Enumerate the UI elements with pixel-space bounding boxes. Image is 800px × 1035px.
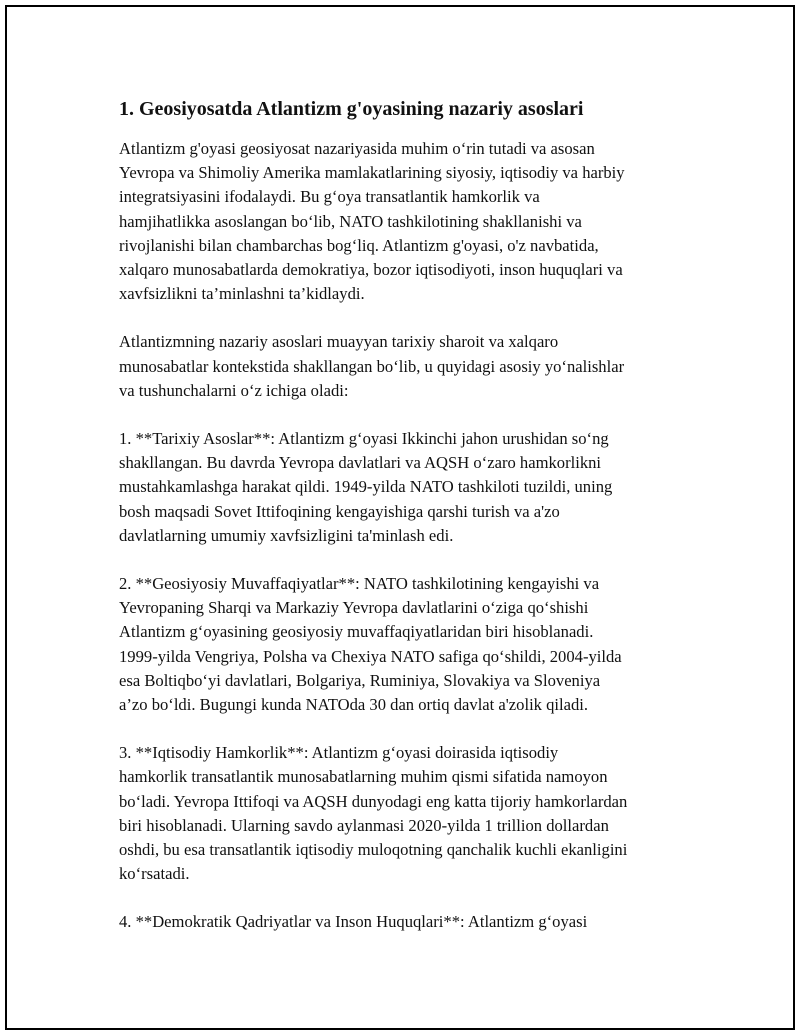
paragraph-geopolitical-successes: [119, 572, 695, 717]
text-line: 4. **Demokratik Qadriyatlar va Inson Huquqlari**: Atlantizm g‘oyasi: [119, 912, 588, 932]
section-heading: 1. Geosiyosatda Atlantizm g'oyasining nazariy asoslari: [119, 98, 584, 120]
text-line: biri hisoblanadi. Ularning savdo aylanmasi 2020-yilda 1 trillion dollardan: [119, 815, 609, 835]
paragraph-intro: [119, 137, 695, 306]
text-line: davlatlarning umumiy xavfsizligini ta'minlash edi.: [119, 525, 454, 545]
text-line: 2. **Geosiyosiy Muvaffaqiyatlar**: NATO tashkilotining kengayishi va: [119, 574, 600, 594]
text-line: va tushunchalarni o‘z ichiga oladi:: [119, 380, 349, 400]
text-line: xavfsizlikni ta’minlashni ta’kidlaydi.: [119, 284, 365, 304]
text-line: xalqaro munosabatlarda demokratiya, bozor iqtisodiyoti, inson huquqlari va: [119, 260, 623, 280]
text-line: ko‘rsatadi.: [119, 864, 190, 884]
text-line: a’zo bo‘ldi. Bugungi kunda NATOda 30 dan ortiq davlat a'zolik qiladi.: [119, 695, 589, 715]
text-line: 1999-yilda Vengriya, Polsha va Chexiya NATO safiga qo‘shildi, 2004-yilda: [119, 646, 622, 666]
text-line: Yevropaning Sharqi va Markaziy Yevropa davlatlarini o‘ziga qo‘shishi: [119, 598, 589, 618]
text-line: hamkorlik transatlantik munosabatlarning muhim qismi sifatida namoyon: [119, 767, 608, 787]
text-line: shakllangan. Bu davrda Yevropa davlatlari va AQSH o‘zaro hamkorlikni: [119, 453, 602, 473]
paragraph-historical-foundations: [119, 427, 695, 548]
text-line: Atlantizm g'oyasi geosiyosat nazariyasida muhim o‘rin tutadi va asosan: [119, 139, 595, 158]
text-line: 1. **Tarixiy Asoslar**: Atlantizm g‘oyasi Ikkinchi jahon urushidan so‘ng: [119, 429, 609, 449]
text-line: mustahkamlashga harakat qildi. 1949-yilda NATO tashkiloti tuzildi, uning: [119, 477, 613, 497]
text-line: hamjihatlikka asoslangan bo‘lib, NATO tashkilotining shakllanishi va: [119, 211, 582, 231]
text-line: bo‘ladi. Yevropa Ittifoqi va AQSH dunyodagi eng katta tijoriy hamkorlardan: [119, 791, 628, 811]
text-line: Atlantizm g‘oyasining geosiyosiy muvaffaqiyatlaridan biri hisoblanadi.: [119, 622, 594, 642]
text-line: integratsiyasini ifodalaydi. Bu g‘oya transatlantik hamkorlik va: [119, 187, 540, 207]
paragraph-democratic-values: [119, 910, 695, 934]
text-line: munosabatlar kontekstida shakllangan bo‘lib, u quyidagi asosiy yo‘nalishlar: [119, 356, 625, 376]
text-line: rivojlanishi bilan chambarchas bog‘liq. Atlantizm g'oyasi, o'z navbatida,: [119, 235, 599, 255]
text-line: esa Boltiqbo‘yi davlatlari, Bolgariya, Ruminiya, Slovakiya va Sloveniya: [119, 670, 601, 690]
text-line: 3. **Iqtisodiy Hamkorlik**: Atlantizm g‘oyasi doirasida iqtisodiy: [119, 743, 559, 763]
document-page: [5, 5, 795, 1030]
document-content: [119, 95, 695, 959]
text-line: oshdi, bu esa transatlantik iqtisodiy muloqotning qanchalik kuchli ekanligini: [119, 840, 628, 860]
text-line: Yevropa va Shimoliy Amerika mamlakatlarining siyosiy, iqtisodiy va harbiy: [119, 163, 625, 183]
text-line: bosh maqsadi Sovet Ittifoqining kengayishiga qarshi turish va a'zo: [119, 501, 560, 521]
paragraph-economic-cooperation: [119, 741, 695, 886]
paragraph-foundations: [119, 330, 695, 403]
text-line: Atlantizmning nazariy asoslari muayyan tarixiy sharoit va xalqaro: [119, 332, 559, 352]
